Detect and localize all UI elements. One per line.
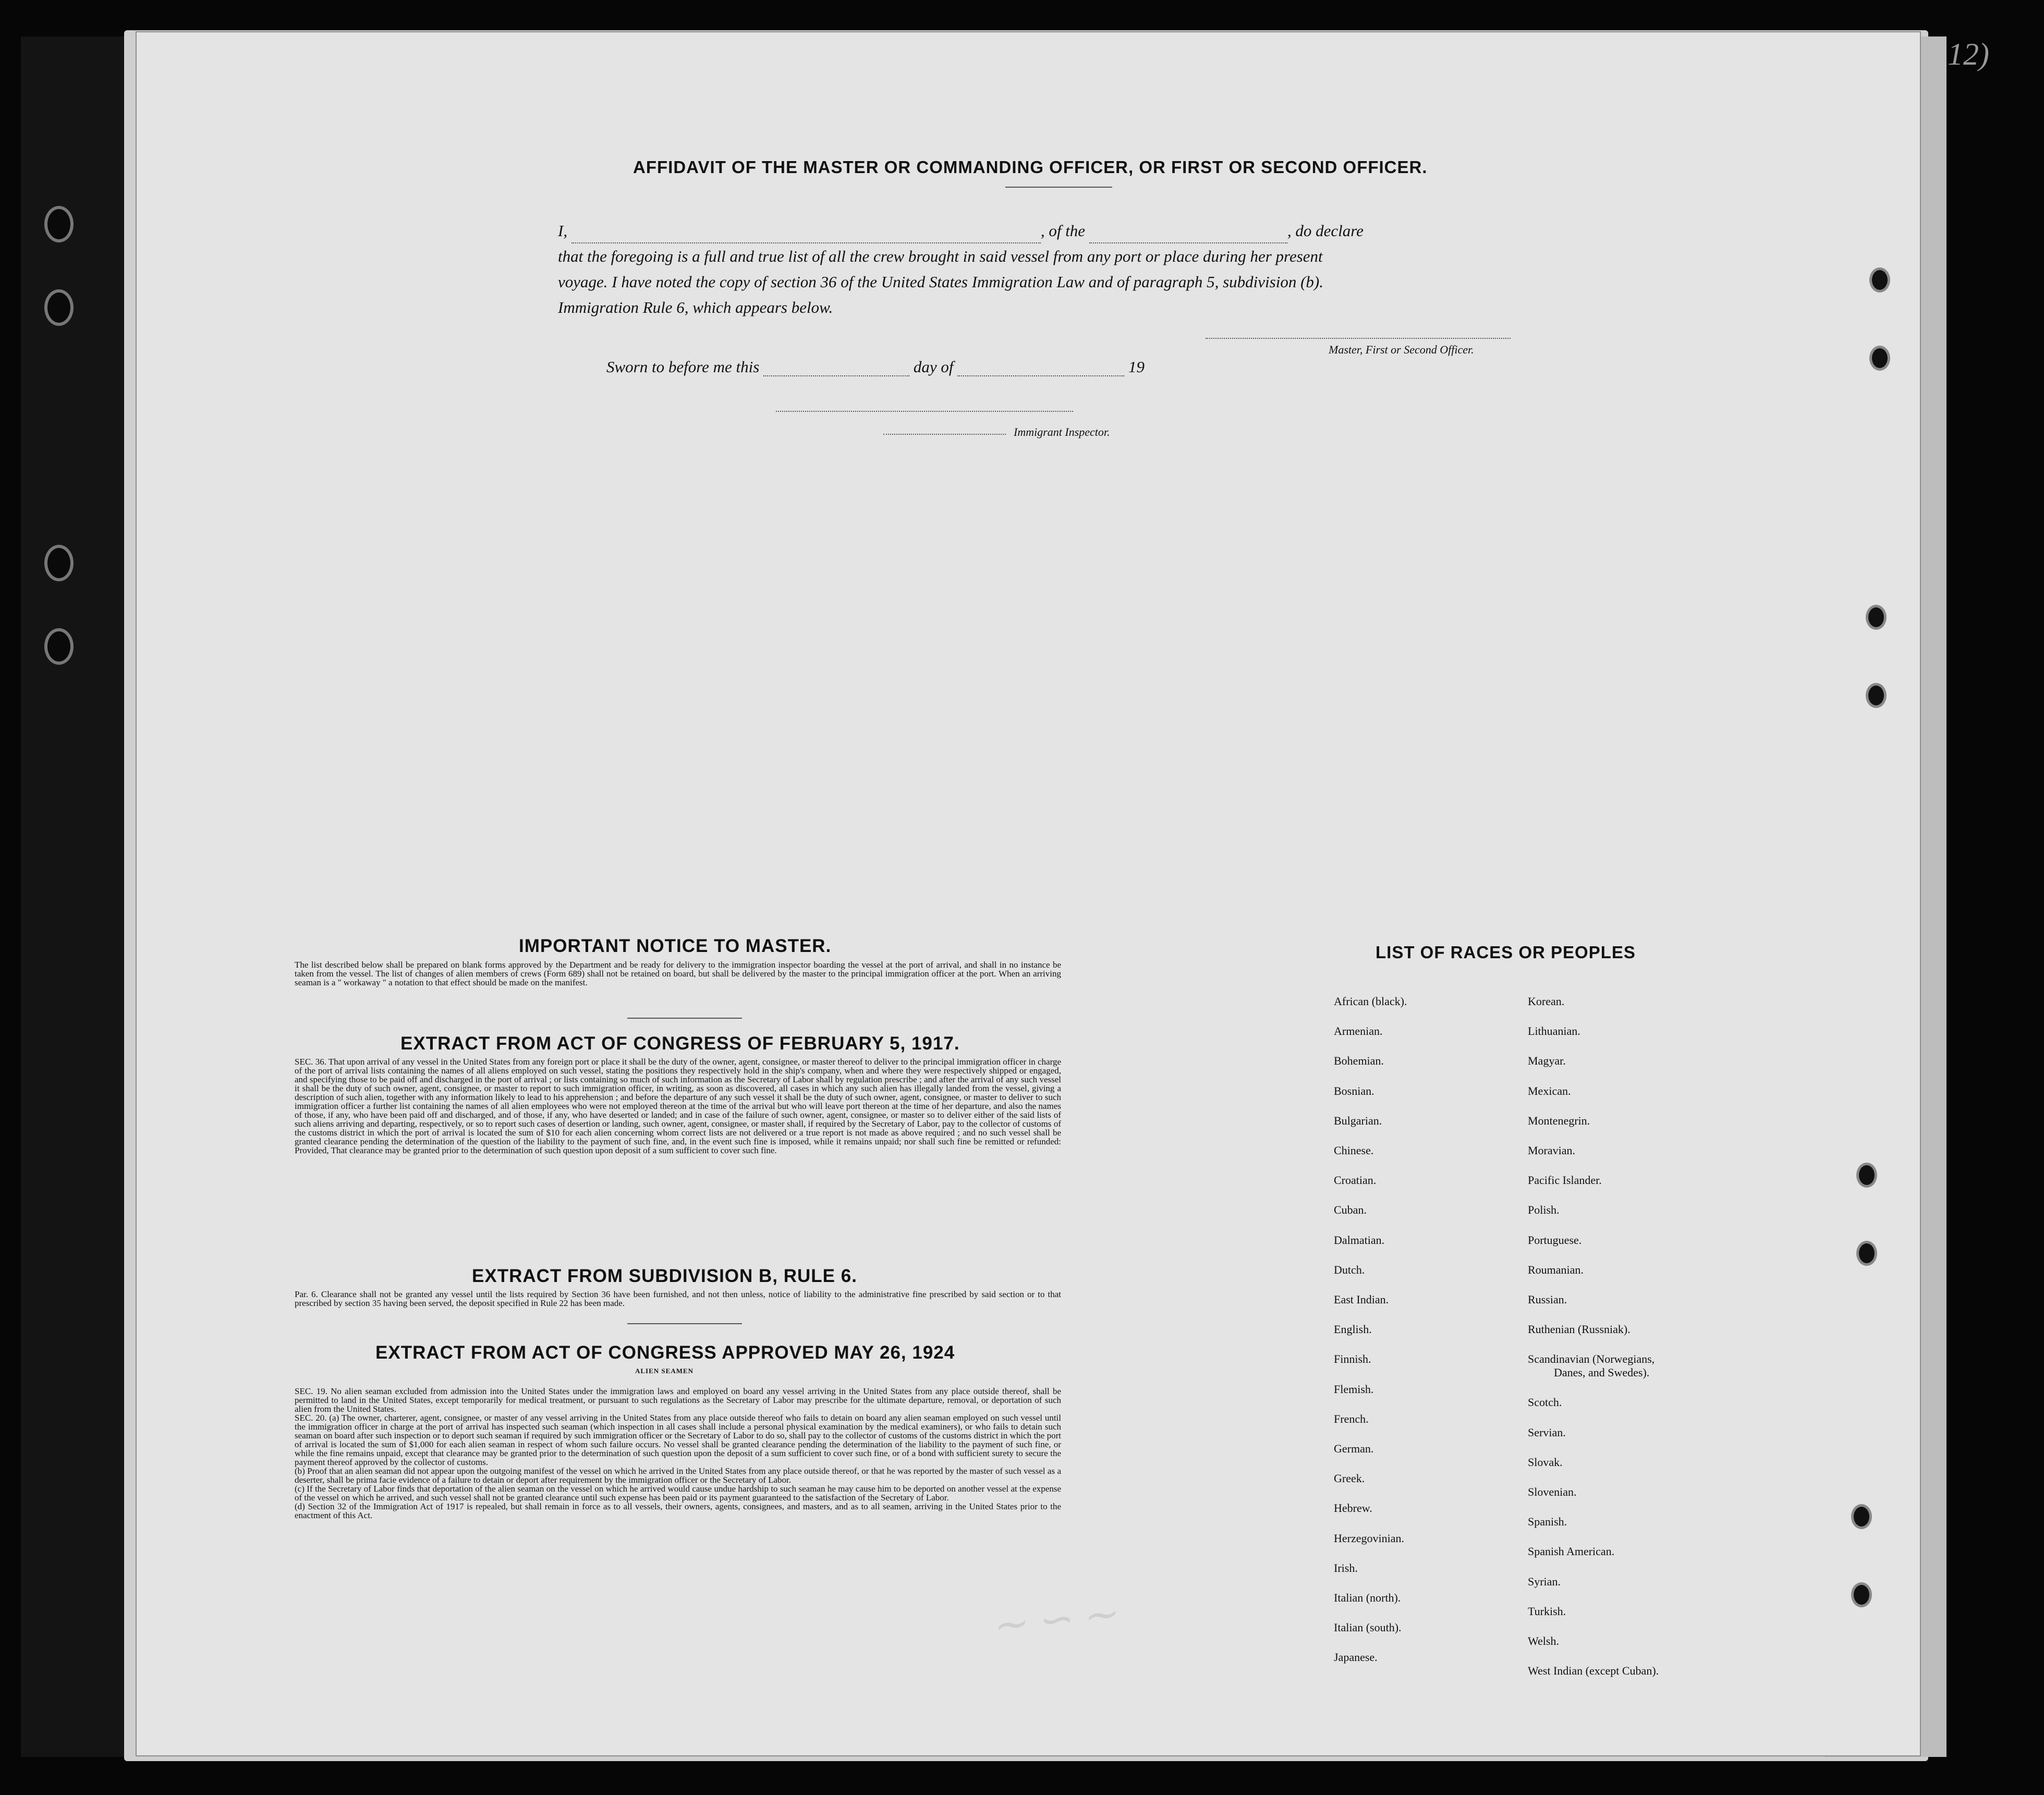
race-item: Armenian. [1334, 1024, 1383, 1038]
affidavit-line-3: voyage. I have noted the copy of section 36 of the United States Immigration Law and of paragraph 5, subdivision (b). [558, 273, 1323, 291]
sworn-prefix: Sworn to before me this [606, 358, 760, 376]
race-item: Spanish. [1528, 1515, 1567, 1529]
divider [627, 1018, 742, 1019]
punch-hole [1851, 1582, 1872, 1607]
affidavit-body [558, 218, 1559, 320]
race-item: Finnish. [1334, 1352, 1371, 1366]
race-item: Mexican. [1528, 1084, 1571, 1097]
punch-hole [1856, 1241, 1877, 1266]
race-item: Scotch. [1528, 1396, 1562, 1409]
extract-1917-body: SEC. 36. That upon arrival of any vessel in the United States from any foreign port or place it shall be the duty of the owner, agent, consignee, or master thereof to deliver to the principal immigration officer in charge of the port of arrival lists containing the names of all aliens employed on such vessel, stating the positions they respectively hold in the ship's company, when and where they were respectively shipped or engaged, and specifying those to be paid off and discharged in the port of arrival ; or lists containing so much of such information as the Secretary of Labor shall by regulation prescribe ; and after the arrival of any such vessel it shall be the duty of such owner, agent, consignee, or master to report to such immigration officer, in writing, as soon as discovered, all cases in which any such alien has illegally landed from the vessel, giving a description of such alien, together with any information likely to lead to his apprehension ; and before the departure of any such vessel it shall be the duty of such owner, agent, consignee, or master to deliver to such immigration officer a further list containing the names of all alien employees who were not employed thereon at the time of the arrival but who will leave port thereon at the time of her departure, and also the names of those, if any, who have been paid off and discharged, and of those, if any, who have deserted or landed; and in case of the failure of such owner, agent, consignee, or master so to deliver either of the said lists of such aliens arriving and departing, respectively, or so to report such cases of desertion or landing, such owner, agent, consignee, or master shall, if required by the Secretary of Labor, pay to the collector of customs of the customs district in which the port of arrival is located the sum of $10 for each alien concerning whom correct lists are not delivered or a true report is not made as above required ; and no such vessel shall be granted clearance pending the determination of the question of the liability to the payment of such fine, and, in the event such fine is imposed, while it remains unpaid; nor shall such fine be remitted or refunded: Provided, That clearance may be granted prior to the determination of such question upon deposit of a sum sufficient to cover such fine. [295, 1057, 1061, 1155]
name-blank[interactable] [571, 227, 1041, 243]
extract-1924-paragraph: (c) If the Secretary of Labor finds that deportation of the alien seaman on the vessel on which he arrived would cause undue hardship to such seaman he may cause him to be deported on another vessel at the expense of the vessel on which he arrived, and such vessel shall not be granted clearance until such expense has been paid or its payment guaranteed to the satisfaction of the Secretary of Labor. [295, 1484, 1061, 1503]
sworn-line [606, 358, 1145, 376]
inspector-line[interactable] [883, 434, 1006, 435]
binder-hole [44, 289, 74, 326]
extract-rule6-body: Par. 6. Clearance shall not be granted any vessel until the lists required by Section 36 have been furnished, and not then unless, notice of liability to the administrative fine prescribed by said section or to that prescribed by section 35 having been served, the deposit specified in Rule 22 has been made. [295, 1289, 1061, 1308]
race-item: Roumanian. [1528, 1263, 1584, 1276]
notice-title: IMPORTANT NOTICE TO MASTER. [519, 936, 832, 956]
extract-1924-paragraph: (d) Section 32 of the Immigration Act of 1917 is repealed, but shall remain in force as to all vessels, their owners, agents, consignees, and masters, and as to all seamen, arriving in the United States prior to the enactment of this Act. [295, 1501, 1061, 1520]
race-item: Japanese. [1334, 1651, 1378, 1664]
race-item: French. [1334, 1412, 1369, 1425]
race-item: Slovenian. [1528, 1485, 1577, 1498]
race-item: Dutch. [1334, 1263, 1365, 1276]
divider [1005, 187, 1112, 188]
day-blank[interactable] [763, 360, 909, 376]
race-item: Korean. [1528, 995, 1565, 1008]
race-item: Danes, and Swedes). [1554, 1366, 1650, 1379]
binding-strip [21, 36, 125, 1757]
extract-rule6-title: EXTRACT FROM SUBDIVISION B, RULE 6. [472, 1266, 857, 1286]
race-item: Syrian. [1528, 1574, 1561, 1588]
extract-1924-paragraph: SEC. 19. No alien seaman excluded from admission into the United States under the immigration laws and employed on board any vessel arriving in the United States from any place outside thereof, shall be permitted to land in the United States, except temporarily for medical treatment, or pursuant to such regulations as the Secretary of Labor may prescribe for the ultimate departure, removal, or deportation of such alien from the United States. [295, 1386, 1061, 1414]
extract-1917-title: EXTRACT FROM ACT OF CONGRESS OF FEBRUARY 5, 1917. [400, 1033, 960, 1054]
race-item: Portuguese. [1528, 1233, 1582, 1247]
race-item: Italian (south). [1334, 1621, 1402, 1634]
race-item: Ruthenian (Russniak). [1528, 1323, 1631, 1336]
race-item: Turkish. [1528, 1604, 1566, 1618]
race-item: Servian. [1528, 1425, 1566, 1439]
punch-hole [1869, 267, 1890, 292]
extract-1924-paragraph: (b) Proof that an alien seaman did not appear upon the outgoing manifest of the vessel on which he arrived in the United States from any place outside thereof, or that he was reported by the master of such vessel as a deserter, shall be prima facie evidence of a failure to detain or deport after requirement by the immigration officer or the Secretary of Labor. [295, 1466, 1061, 1485]
race-item: Cuban. [1334, 1203, 1367, 1217]
faint-handwriting: ∼ ∽ ∼ [989, 1591, 1119, 1650]
race-item: Russian. [1528, 1293, 1567, 1306]
race-item: Herzegovinian. [1334, 1531, 1404, 1545]
inspector-label: Immigrant Inspector. [1014, 425, 1110, 438]
race-item: Bosnian. [1334, 1084, 1374, 1097]
affidavit-do-declare: , do declare [1287, 222, 1364, 240]
race-item: West Indian (except Cuban). [1528, 1664, 1659, 1678]
race-item: Spanish American. [1528, 1545, 1615, 1558]
extract-1924-body [295, 1387, 1061, 1520]
race-item: Magyar. [1528, 1054, 1566, 1068]
punch-hole [1851, 1504, 1872, 1529]
affidavit-line-4: Immigration Rule 6, which appears below. [558, 298, 833, 316]
race-item: Slovak. [1528, 1455, 1563, 1469]
race-item: Lithuanian. [1528, 1024, 1580, 1038]
extract-1924-paragraph: SEC. 20. (a) The owner, charterer, agent, consignee, or master of any vessel arriving in the United States from any place outside thereof who fails to detain on board any alien seaman employed on such vessel until the immigration officer in charge at the port of arrival has inspected such seaman (which inspection in all cases shall include a personal physical examination by the medical examiners), or who fails to detain such seaman on board after such inspection or to deport such seaman if required by such immigration officer or the Secretary of Labor to do so, shall pay to the collector of customs of the customs district in which the port of arrival is located the sum of $1,000 for each alien seaman in respect of whom such failure occurs. No vessel shall be granted clearance pending the determination of the liability to the payment of such fine, or while the fine remains unpaid, except that clearance may be granted prior to the determination of such question upon the deposit of a sum sufficient to cover such fine, or of a bond with sufficient surety to secure the payment thereof approved by the collector of customs. [295, 1413, 1061, 1467]
binder-hole [44, 628, 74, 665]
notice-body: The list described below shall be prepared on blank forms approved by the Department and be ready for delivery to the immigration inspector boarding the vessel at the port of arrival, and shall in no instance be taken from the vessel. The list of changes of alien members of crews (Form 689) shall not be retained on board, but shall be delivered by the master to the principal immigration officer at the port. When an arriving seaman is a " workaway " a notation to that effect should be made on the manifest. [295, 960, 1061, 987]
race-item: Chinese. [1334, 1144, 1374, 1157]
sworn-year: 19 [1128, 358, 1145, 376]
race-item: Pacific Islander. [1528, 1174, 1602, 1187]
punch-hole [1866, 605, 1887, 630]
affidavit-title: AFFIDAVIT OF THE MASTER OR COMMANDING OFFICER, OR FIRST OR SECOND OFFICER. [633, 157, 1428, 177]
page-number-mark: 12) [1948, 37, 1989, 71]
race-item: Montenegrin. [1528, 1114, 1590, 1127]
race-item: Italian (north). [1334, 1591, 1401, 1604]
race-item: Bohemian. [1334, 1054, 1384, 1068]
inspector-signature-line[interactable] [776, 411, 1073, 412]
race-item: Flemish. [1334, 1382, 1374, 1396]
race-item: Irish. [1334, 1561, 1358, 1574]
race-item: Greek. [1334, 1472, 1365, 1485]
affidavit-i: I, [558, 222, 568, 240]
month-blank[interactable] [957, 360, 1124, 376]
race-item: Croatian. [1334, 1174, 1377, 1187]
race-item: Hebrew. [1334, 1501, 1372, 1515]
race-item: English. [1334, 1323, 1372, 1336]
affidavit-line-2: that the foregoing is a full and true list of all the crew brought in said vessel from any port or place during her present [558, 247, 1323, 265]
race-item: Welsh. [1528, 1634, 1559, 1647]
punch-hole [1869, 346, 1890, 371]
binder-hole [44, 206, 74, 242]
race-item: Polish. [1528, 1203, 1560, 1217]
race-item: East Indian. [1334, 1293, 1389, 1306]
race-item: German. [1334, 1442, 1374, 1455]
race-item: Moravian. [1528, 1144, 1576, 1157]
race-item: Dalmatian. [1334, 1233, 1385, 1247]
sworn-day: day of [913, 358, 954, 376]
race-item: Scandinavian (Norwegians, [1528, 1352, 1655, 1366]
races-title: LIST OF RACES OR PEOPLES [1376, 943, 1636, 962]
signature-line[interactable] [1206, 338, 1511, 339]
race-item: Bulgarian. [1334, 1114, 1382, 1127]
race-item: African (black). [1334, 995, 1407, 1008]
divider [627, 1323, 742, 1324]
binder-hole [44, 545, 74, 581]
alien-seamen-subhead: ALIEN SEAMEN [635, 1367, 694, 1375]
affidavit-line-1 [558, 218, 1559, 243]
affidavit-of-the: , of the [1040, 222, 1086, 240]
vessel-blank[interactable] [1089, 227, 1287, 243]
punch-hole [1866, 683, 1887, 708]
punch-hole [1856, 1163, 1877, 1188]
extract-1924-title: EXTRACT FROM ACT OF CONGRESS APPROVED MAY 26, 1924 [375, 1342, 955, 1363]
signature-label: Master, First or Second Officer. [1329, 343, 1474, 356]
